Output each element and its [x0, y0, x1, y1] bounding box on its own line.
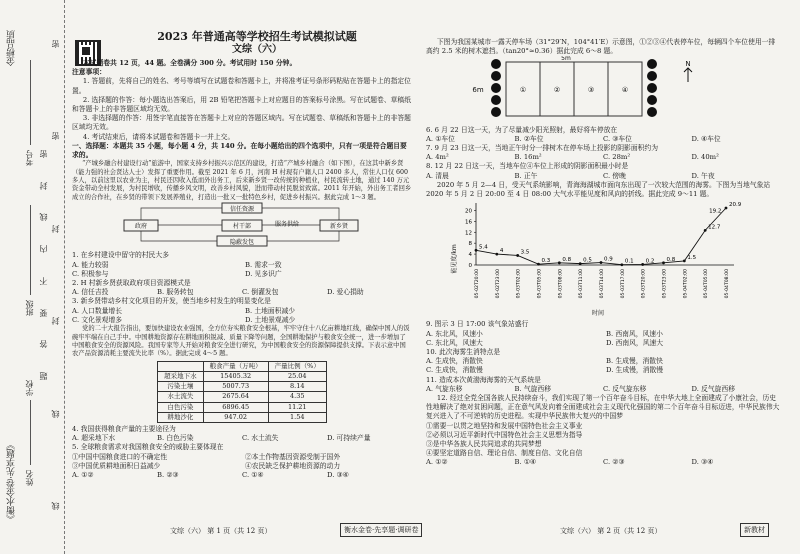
scale-label: 5m	[561, 56, 571, 63]
q4-option-a[interactable]: A. 超采地下水	[72, 434, 116, 443]
footer-left: 文综（六） 第 1 页（共 12 页）	[170, 527, 272, 535]
north-label: N	[685, 60, 691, 69]
table-row: 白色污染 6896.45 11.21	[158, 402, 327, 412]
visibility-point	[600, 261, 603, 264]
q3-options	[72, 307, 412, 325]
q2-option-d[interactable]: D. 爱心捐助	[327, 288, 364, 297]
q7-option-c[interactable]: C. 28m²	[603, 153, 631, 162]
x-tick-label: 05-03T23:00	[662, 269, 668, 299]
chart-ylabel: 能见度/km	[451, 244, 458, 274]
y-tick-label: 12	[465, 230, 472, 237]
y-tick-label: 4	[468, 252, 472, 259]
x-tick-label: 05-03T17:00	[620, 269, 626, 299]
x-tick-label: 05-03T20:00	[641, 269, 647, 299]
x-tick-label: 05-03T08:00	[558, 269, 564, 299]
badge-middle: 衡水金卷·先享题·调研卷	[340, 523, 422, 537]
data-label: 20.9	[729, 202, 742, 209]
y-tick-label: 16	[465, 219, 472, 226]
field-exam-no: 考号	[25, 150, 34, 166]
visibility-chart	[426, 199, 780, 317]
q10-option-d[interactable]: D. 生成慢，消散慢	[606, 366, 664, 375]
field-school: 学校	[25, 380, 34, 396]
x-tick-label: 05-02T23:00	[495, 269, 501, 299]
data-label: 0.1	[624, 258, 634, 265]
q8-option-d[interactable]: D. 午夜	[691, 171, 715, 180]
label-hidden-contract: 隐蔽发包	[229, 239, 255, 247]
q8-stem: 8. 12 月 22 日这一天，当地车位④车位上形成的阴影面积最小时是	[426, 162, 629, 171]
exam-title: 2023 年普通高等学校招生考试模拟试题	[157, 30, 357, 43]
north-arrow-icon	[684, 68, 692, 82]
q5-stem: 5. 全球粮食需求对我国粮食安全的威胁主要体现在	[72, 443, 224, 452]
q5-statement-3: ③中国优质耕地面积日益减少	[72, 461, 161, 470]
y-tick-label: 8	[468, 241, 472, 248]
q5-option-a[interactable]: A. ①②	[72, 470, 94, 479]
field-line	[30, 400, 31, 465]
q11-option-a[interactable]: A. 气旋东移	[426, 384, 463, 393]
tree-column-right	[647, 59, 657, 117]
data-label: 12.7	[708, 224, 721, 231]
q11-option-c[interactable]: C. 反气旋东移	[603, 384, 647, 393]
q2-stem: 2. H 村新乡贤获取政府项目资源模式是	[72, 279, 191, 288]
x-tick-label: 05-04T05:00	[704, 269, 710, 299]
q8-option-b[interactable]: B. 正午	[514, 171, 538, 180]
q6-option-b[interactable]: B. ②车位	[514, 134, 544, 143]
passage-1: “产城乡融合村建设行动”旅游中，国家支持乡村振兴示范区的建设，打造“产城乡村融合（如下图），在这其中新乡贤（能力强的社会贤达人士）发挥了重要作用。截至 2021 年 6 月，河南 H 村现有户籍人口 2400 多人，常住人口仅 600 多人，以前这里以农业为主，村民还因收入低而外出务工，后来新乡贤一改传统的种植业，村民流转土地，通过 140 万元资金带动全村发展，为村民增收，传播乡风文明，改善乡村风貌，进而带动村民脱贫致富。2011 年开始，外出务工者回乡成立的合作社，在乡贤的带领下发展养殖业，打造出一批又一批特色乡村，促进乡村振兴。据此完成 1～3 题。	[72, 160, 412, 201]
data-label: 0.3	[541, 258, 551, 265]
q10-stem: 10. 此次海雾生消特点是	[426, 348, 501, 357]
q12-statement-2: ②必须以习近平新时代中国特色社会主义思想为指导	[426, 430, 583, 439]
q3-option-d[interactable]: D. 土地景观减少	[245, 315, 296, 324]
label-trust: 信任资源	[229, 206, 255, 214]
q11-option-d[interactable]: D. 反气旋西移	[691, 384, 736, 393]
q9-option-d[interactable]: D. 西南风，风速大	[606, 338, 664, 347]
q3-option-c[interactable]: C. 文化景观增多	[72, 315, 123, 324]
brand-top: 金榜品质	[7, 30, 17, 66]
x-tick-label: 05-03T14:00	[600, 269, 605, 299]
x-tick-label: 05-04T02:00	[683, 269, 689, 299]
q4-stem: 4. 我国获得粮食产量的主要途径为	[72, 424, 176, 433]
data-label: 4	[499, 248, 504, 255]
note-2: 2. 选择题的作答：每小题选出答案后，用 2B 铅笔把答题卡上对应题目的答案标号涂黑。写在试题卷、草稿纸和答题卡上的非答题区域均无效。	[72, 95, 412, 114]
field-class: 班级	[25, 300, 34, 316]
visibility-point	[475, 249, 478, 252]
visibility-point	[516, 254, 519, 257]
chart-axes	[465, 203, 734, 298]
x-tick-label: 05-03T02:00	[516, 269, 522, 299]
chart-xlabel: 时间	[591, 310, 605, 318]
visibility-point	[704, 229, 707, 232]
table-row: 耕地沙化 947.02 1.54	[158, 412, 327, 422]
visibility-point	[558, 262, 561, 265]
intro: 本试题卷共 12 页，44 题。全卷满分 300 分。考试用时 150 分钟。	[82, 59, 297, 67]
data-label: 0.8	[666, 257, 676, 264]
x-tick-label: 05-03T11:00	[579, 269, 585, 299]
q5-statements	[72, 453, 412, 471]
q6-option-c[interactable]: C. ③车位	[603, 134, 632, 143]
data-label: 0.2	[645, 258, 655, 265]
q5-option-c[interactable]: C. ①④	[242, 470, 264, 479]
data-label: 0.8	[562, 257, 572, 264]
table-header: 粮食产量（万吨） 产量比例（%）	[158, 361, 327, 371]
q3-option-a[interactable]: A. 人口数量增长	[72, 306, 123, 315]
fog-passage: 2020 年 5 月 2—4 日，受天气系统影响，青海海湖城市面向东出现了一次较大范围的海雾。下图为当地气象站 2020 年 5 月 2 日 20:00 至 4 日 08:00 大气水平能见度和风向的折线。据此完成 9～11 题。	[426, 180, 771, 199]
q9-option-a[interactable]: A. 东北风，风速小	[426, 329, 483, 338]
q7-option-b[interactable]: B. 16m²	[514, 153, 542, 162]
parking-intro: 下图为我国某城市一露天停车场（31°29′N，104°41′E）示意图，①②③④代表停车位，每辆四个车位使用一排高约 2.5 米的树木遮挡。（tan20°≈0.36）据此完成 6～8 题。	[426, 38, 776, 56]
q11-options	[426, 385, 780, 394]
label-village-cadre: 村干部	[232, 223, 252, 231]
q1-stem: 1. 在乡村建设中留守的村民大多	[72, 251, 170, 260]
page-right	[426, 38, 780, 468]
q4-option-c[interactable]: C. 水土流失	[242, 434, 279, 443]
table-row: 污染土壤 5007.73 8.14	[158, 382, 327, 392]
q4-option-d[interactable]: D. 可持续产量	[327, 434, 371, 443]
q2-option-a[interactable]: A. 信任吉投	[72, 288, 109, 297]
q5-statement-2: ②本土作物基因资源受制于国外	[245, 452, 341, 461]
parking-diagram	[426, 56, 780, 122]
q12-option-a[interactable]: A. ①②	[426, 458, 448, 467]
footer-right: 文综（六） 第 2 页（共 12 页）	[560, 527, 662, 535]
q11-option-b[interactable]: B. 气旋西移	[514, 384, 552, 393]
field-line	[30, 60, 31, 145]
y-tick-label: 0	[468, 263, 472, 270]
q12-options	[426, 458, 780, 467]
data-label: 3.5	[520, 249, 530, 256]
q5-options	[72, 471, 412, 480]
q12-statement-4: ④要坚定道路自信、理论自信、制度自信、文化自信	[426, 449, 583, 458]
passage-2: 党的二十大报告指出，要加快建设农业强国，全方位夯实粮食安全根基，牢牢守住十八亿亩耕地红线，确保中国人的饭碗牢牢端在自己手中。中国耕地资源存在耕地面积锐减、质量下降等问题，全国耕地保护与粮食安全统一，进一步增加了中国粮食安全的资源风险。我国专家等人开始对粮食安全进行研究，为中国粮食安全的资源保障提供支撑。下表示意中国农产品资源消耗主要流失比率（%）。据此完成 4～5 题。	[72, 325, 410, 358]
q1-option-a[interactable]: A. 能力较弱	[72, 260, 109, 269]
q10-option-a[interactable]: A. 生成快，消散快	[426, 357, 483, 366]
page-left	[72, 30, 412, 480]
q6-stem: 6. 6 月 22 日这一天，为了尽量减少阳光照射，最好将车停放在	[426, 125, 618, 134]
q11-stem: 11. 造成本次黄渤海海雾的天气系统是	[426, 375, 541, 384]
q12-option-d[interactable]: D. ③④	[691, 458, 714, 467]
q9-option-b[interactable]: B. 西南风，风速小	[606, 329, 663, 338]
q8-option-a[interactable]: A. 清晨	[426, 171, 449, 180]
q6-options	[426, 135, 780, 144]
label-service: 服务供给	[274, 221, 300, 229]
data-label: 5.4	[479, 244, 488, 251]
q12-statement-1: ①需要一以贯之地坚持和发展中国特色社会主义事业	[426, 421, 583, 430]
notes-title: 注意事项：	[72, 68, 106, 77]
q1-option-b[interactable]: B. 需求一致	[245, 260, 282, 269]
resource-table	[157, 361, 327, 423]
q5-option-b[interactable]: B. ②③	[157, 470, 179, 479]
q10-option-b[interactable]: B. 生成慢，消散快	[606, 357, 663, 366]
data-label: 0.5	[583, 257, 592, 264]
x-tick-label: 05-03T05:00	[537, 269, 543, 299]
y-tick-label: 20	[465, 208, 472, 215]
label-government: 政府	[134, 223, 148, 231]
q1-option-d[interactable]: D. 见多识广	[245, 269, 282, 278]
note-1: 1. 答题前，先将自己的姓名、考号等填写在试题卷和答题卡上，并将准考证号条形码粘贴在答题卡上的指定位置。	[72, 77, 411, 95]
field-name: 姓名	[25, 470, 34, 486]
q12-stem: 12. 经过全党全国各族人民持续奋斗，我们实现了第一个百年奋斗目标，在中华大地上全面建成了小康社会，历史性地解决了绝对贫困问题，正在意气风发向着全面建成社会主义现代化强国的第二个百年奋斗目标迈进，中华民族伟大复兴进入了不可逆转的历史进程。实现中华民族伟大复兴的中国梦	[426, 394, 780, 421]
x-tick-label: 05-04T08:00	[725, 269, 730, 299]
badge-new-textbook: 新教材	[740, 523, 769, 537]
table-row: 超采地下水 15405.32 25.04	[158, 371, 327, 381]
binding-margin	[0, 0, 65, 554]
table-row: 水土流失 2675.64 4.35	[158, 392, 327, 402]
visibility-point	[725, 207, 728, 210]
data-label-extra: 19.2	[709, 208, 722, 215]
q4-option-b[interactable]: B. 白色污染	[157, 434, 194, 443]
spot-1: ①	[519, 86, 527, 95]
q4-options	[72, 434, 412, 443]
q6-option-d[interactable]: D. ④车位	[691, 134, 721, 143]
q12-statement-3: ③是中华各族人民共同追求的共同梦想	[426, 440, 542, 449]
q9-stem: 9. 图示 3 日 17:00 该气象站盛行	[426, 320, 529, 329]
spot-2: ②	[553, 86, 561, 95]
data-label: 0.9	[604, 256, 613, 263]
q3-option-b[interactable]: B. 土地面积减少	[245, 306, 296, 315]
q10-options	[426, 357, 780, 375]
q10-option-c[interactable]: C. 生成快，消散慢	[426, 366, 483, 375]
data-label: 1.5	[687, 255, 697, 262]
spot-3: ③	[587, 86, 595, 95]
brand-bottom: 《衡水金卷·先享题》	[7, 440, 17, 524]
q1-option-c[interactable]: C. 积极参与	[72, 269, 109, 278]
spot-4: ④	[621, 86, 629, 95]
q2-option-b[interactable]: B. 服务转包	[157, 288, 194, 297]
q7-option-d[interactable]: D. 40m²	[691, 153, 719, 162]
q8-option-c[interactable]: C. 傍晚	[603, 171, 626, 180]
tree-column-left	[491, 59, 501, 117]
field-line	[30, 205, 31, 295]
q5-statement-4: ④农民缺乏保护耕地资源的动力	[245, 461, 341, 470]
q5-option-d[interactable]: D. ③④	[327, 470, 349, 479]
visibility-point	[662, 262, 665, 265]
q9-options	[426, 330, 780, 348]
q1-options	[72, 261, 412, 279]
note-4: 4. 考试结束后，请将本试题卷和答题卡一并上交。	[82, 132, 235, 141]
q3-stem: 3. 新乡贤带动乡村文化项目的开发，使当地乡村发生的明显变化是	[72, 297, 271, 306]
x-tick-label: 05-02T20:00	[475, 269, 480, 299]
seal-line-words: 线 线 封 封 密 密	[51, 40, 60, 510]
q2-option-c[interactable]: C. 倒灌发包	[242, 288, 279, 297]
visibility-point	[537, 263, 540, 266]
q7-stem: 7. 9 月 23 日这一天，当地正午时分一排树木在停车场上投影的阴影面积约为	[426, 144, 659, 153]
q5-statement-1: ①中国中国粮食进口的不确定性	[72, 452, 168, 461]
q9-option-c[interactable]: C. 东北风，风速大	[426, 338, 483, 347]
note-3: 3. 非选择题的作答：用签字笔直接答在答题卡上对应的答题区域内。写在试题卷、草稿纸和答题卡上的非答题区域均无效。	[72, 114, 411, 132]
no-answer-words: 题 答 要 不 内 线 封 密	[39, 150, 48, 380]
q8-options	[426, 172, 780, 181]
visibility-point	[495, 253, 498, 256]
governance-diagram	[72, 202, 412, 248]
q12-option-b[interactable]: B. ①④	[514, 458, 537, 467]
visibility-point	[683, 260, 686, 263]
label-new-gentry: 新乡贤	[329, 223, 349, 231]
visibility-point	[579, 262, 582, 265]
q12-option-c[interactable]: C. ②③	[603, 458, 625, 467]
exam-subtitle: 文综（六）	[232, 44, 282, 55]
visibility-point	[620, 264, 623, 267]
width-label: 6m	[472, 86, 484, 95]
q7-option-a[interactable]: A. 4m²	[426, 153, 449, 162]
section-1-heading: 一、选择题：本题共 35 小题，每小题 4 分，共 140 分。在每小题给出的四个选项中，只有一项是符合题目要求的。	[72, 141, 407, 160]
chart-marks	[475, 202, 742, 266]
q6-option-a[interactable]: A. ①车位	[426, 134, 455, 143]
visibility-point	[641, 263, 644, 266]
